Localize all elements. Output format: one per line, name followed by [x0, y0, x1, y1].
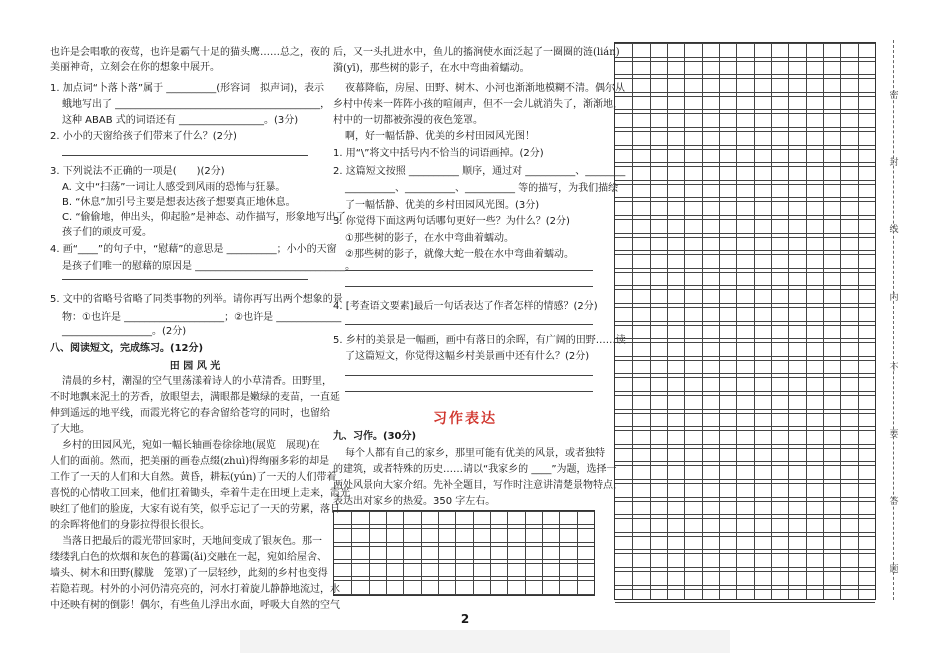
grid-row-line: [615, 127, 875, 128]
text-line: 工作了一天的人们和大自然。黄昏，耕耘(yún)了一天的人们带着: [50, 472, 337, 483]
text-line: __________、__________、__________ 等的描写，为我们描绘: [345, 183, 619, 194]
text-line: 蛾地写出了 _________________________________________，: [62, 99, 331, 110]
grid-row-line: [615, 409, 875, 410]
grid-row-line: [334, 511, 594, 512]
grid-row-line: [615, 549, 875, 550]
text-line: 八、阅读短文，完成练习。(12分): [50, 343, 204, 354]
grid-row-line: [615, 74, 875, 75]
grid-row-line: [615, 483, 875, 484]
text-line: 也许是会唱歌的夜莺，也许是霸气十足的猫头鹰……总之，夜的: [50, 47, 330, 58]
grid-row-line: [615, 92, 875, 93]
text-line: 映红了他们的脸庞，大家有说有笑，似乎忘记了一天的劳累，落日: [50, 504, 340, 515]
grid-row-line: [615, 131, 875, 132]
grid-row-line: [615, 166, 875, 167]
text-line: 不时地飘来泥土的芳香，放眼望去，满眼都是嫩绿的麦苗，一直延: [50, 392, 340, 403]
grid-row-line: [615, 426, 875, 427]
grid-row-line: [615, 479, 875, 480]
text-line: 漪(yī)，那些树的影子，在水中弯曲着蠕动。: [333, 63, 530, 74]
passage-title: 田 园 风 光: [169, 361, 221, 372]
grid-row-line: [615, 43, 875, 44]
grid-row-line: [615, 145, 875, 146]
text-line: 4. 画“____”的句子中，“慰藉”的意思是 __________；小小的天窗: [50, 244, 337, 255]
text-line: 5. 乡村的美景是一幅画，画中有落日的余晖，有广阔的田野……读: [333, 335, 626, 346]
grid-row-line: [615, 250, 875, 251]
section-title: 习作表达: [433, 411, 497, 427]
answer-line[interactable]: [62, 279, 308, 280]
text-line: 4. [考查语文要素]最后一句话表达了作者怎样的情感？(2分): [333, 301, 598, 312]
text-line: ②那些树的影子，就像大蛇一般在水中弯曲着蠕动。: [345, 249, 574, 260]
grid-row-line: [615, 567, 875, 568]
binding-dashed-line: [893, 40, 894, 600]
text-line: 九、习作。(30分): [333, 431, 417, 442]
grid-row-line: [615, 307, 875, 308]
text-line: 村中的一切都被弥漫的夜色笼罩。: [333, 115, 483, 126]
grid-row-line: [615, 268, 875, 269]
text-line: 是孩子们唯一的慰藉的原因是 ______________________________。: [62, 261, 356, 272]
text-line: 了一幅恬静、优美的乡村田园风光图。(3分): [345, 200, 540, 211]
answer-line[interactable]: [345, 391, 593, 392]
grid-row-line: [334, 580, 594, 581]
text-line: 两处风景向大家介绍。先补全题目，写作时注意讲清楚景物特点，: [333, 480, 623, 491]
grid-row-line: [334, 524, 594, 525]
text-line: 缕缕乳白色的炊烟和灰色的暮霭(ǎi)交融在一起，宛如给屋舍、: [50, 552, 327, 563]
text-line: 孩子们的顽皮可爱。: [62, 227, 152, 238]
grid-row-line: [615, 109, 875, 110]
text-line: 了大地。: [50, 424, 90, 435]
binding-label: 答: [889, 497, 899, 507]
grid-row-line: [615, 289, 875, 290]
grid-row-line: [615, 219, 875, 220]
text-line: 美丽神奇，立刻会在你的想象中展开。: [50, 62, 220, 73]
text-line: 伸到遥远的地平线，而霞光将它的春舍留给苍穹的同时，也留给: [50, 408, 330, 419]
text-line: 了这篇短文，你觉得这幅乡村美景画中还有什么？(2分): [345, 351, 590, 362]
grid-row-line: [615, 285, 875, 286]
text-line: 每个人都有自己的家乡，那里可能有优美的风景，或者独特: [345, 448, 605, 459]
grid-row-line: [615, 325, 875, 326]
grid-row-line: [615, 113, 875, 114]
composition-grid-right[interactable]: [614, 42, 876, 600]
grid-row-line: [615, 342, 875, 343]
text-line: ①那些树的影子，在水中弯曲着蠕动。: [345, 233, 514, 244]
text-line: 人们的面前。然而，把美丽的画卷点缀(zhuì)得绚丽多彩的却是: [50, 456, 330, 467]
grid-row-line: [615, 602, 875, 603]
grid-row-line: [615, 215, 875, 216]
bottom-strip: [240, 630, 730, 653]
binding-label: 要: [889, 430, 899, 440]
text-line: C. “偷偷地，伸出头，仰起脸”是神态、动作描写，形象地写出了: [62, 212, 346, 223]
text-line: B. “休息”加引号主要是想表达孩子想要真正地休息。: [62, 197, 296, 208]
text-line: 清晨的乡村，潮湿的空气里荡漾着诗人的小草清香。田野里，: [62, 376, 332, 387]
text-line: 3. 你觉得下面这两句话哪句更好一些？为什么？(2分): [333, 216, 570, 227]
grid-row-line: [615, 57, 875, 58]
page-number: 2: [460, 612, 470, 626]
text-line: 若隐若现。村外的小河仍清亮亮的，河水打着旋儿静静地流过，水: [50, 584, 340, 595]
text-line: 乡村中传来一阵阵小孩的喧闹声，但不一会儿就消失了，渐渐地，: [333, 99, 623, 110]
text-line: 5. 文中的省略号省略了同类事物的列举。请你再写出两个想象的景: [50, 294, 343, 305]
binding-label: 密: [889, 91, 899, 101]
grid-row-line: [615, 197, 875, 198]
grid-row-line: [615, 532, 875, 533]
grid-row-line: [615, 184, 875, 185]
grid-row-line: [615, 321, 875, 322]
answer-line[interactable]: [62, 155, 308, 156]
grid-row-line: [615, 553, 875, 554]
grid-row-line: [615, 303, 875, 304]
text-line: 墙头、树木和田野(朦胧 笼罩)了一层轻纱，此刻的乡村也变得: [50, 568, 328, 579]
text-line: 当落日把最后的霞光带回家时，天地间变成了银灰色。那一: [62, 536, 322, 547]
text-line: 2. 小小的天窗给孩子们带来了什么？(2分): [50, 131, 237, 142]
grid-row-line: [615, 61, 875, 62]
text-line: 乡村的田园风光，宛如一幅长轴画卷徐徐地(展览 展现)在: [62, 440, 320, 451]
answer-line[interactable]: [345, 375, 593, 376]
grid-row-line: [615, 518, 875, 519]
text-line: 的建筑，或者特殊的历史……请以“我家乡的 ____”为题，选择一: [333, 464, 617, 475]
grid-row-line: [615, 254, 875, 255]
binding-label: 内: [889, 293, 899, 303]
text-line: 中还映有树的倒影！偶尔，有些鱼儿浮出水面，呼吸大自然的空气: [50, 600, 340, 611]
grid-row-line: [615, 395, 875, 396]
grid-row-line: [615, 444, 875, 445]
grid-row-line: [334, 576, 594, 577]
grid-row-line: [615, 233, 875, 234]
text-line: 的余晖将他们的身影拉得很长很长。: [50, 520, 210, 531]
grid-row-line: [615, 589, 875, 590]
grid-row-line: [615, 465, 875, 466]
text-line: 夜幕降临，房屋、田野、树木、小河也渐渐地模糊不清。偶尔从: [345, 83, 625, 94]
grid-row-line: [615, 149, 875, 150]
grid-row-line: [615, 377, 875, 378]
grid-row-line: [615, 536, 875, 537]
text-line: 3. 下列说法不正确的一项是( )(2分): [50, 166, 225, 177]
text-line: 这种 ABAB 式的词语还有 _________________。(3分): [62, 115, 299, 126]
grid-row-line: [615, 461, 875, 462]
grid-row-line: [615, 360, 875, 361]
grid-row-line: [615, 448, 875, 449]
grid-row-line: [615, 373, 875, 374]
grid-row-line: [615, 272, 875, 273]
grid-row-line: [615, 356, 875, 357]
grid-row-line: [334, 528, 594, 529]
grid-row-line: [615, 430, 875, 431]
grid-row-line: [615, 413, 875, 414]
text-line: A. 文中“扫荡”一词让人感受到风雨的恐怖与狂暴。: [62, 182, 286, 193]
grid-row-line: [615, 78, 875, 79]
grid-row-line: [615, 201, 875, 202]
grid-row-line: [615, 96, 875, 97]
grid-row-line: [334, 559, 594, 560]
grid-row-line: [615, 497, 875, 498]
grid-row-line: [334, 542, 594, 543]
grid-row-line: [615, 501, 875, 502]
grid-row-line: [615, 237, 875, 238]
text-line: __________________。(2分): [62, 326, 187, 337]
grid-row-line: [615, 162, 875, 163]
grid-row-line: [615, 514, 875, 515]
text-line: 1. 加点词“卜落卜落”属于 __________(形容词 拟声词)，表示: [50, 83, 325, 94]
text-line: 喜悦的心情收工回来，他们扛着锄头，牵着牛走在田埂上走来，霞光: [50, 488, 350, 499]
binding-label: 线: [889, 225, 899, 235]
text-line: 后，又一头扎进水中，鱼儿的搐涧使水面泛起了一圈圈的涟(lián): [333, 47, 620, 58]
grid-row-line: [615, 571, 875, 572]
text-line: 表达出对家乡的热爱。350 字左右。: [333, 496, 496, 507]
binding-label: 封: [889, 158, 899, 168]
text-line: 啊，好一幅恬静、优美的乡村田园风光图！: [345, 131, 535, 142]
grid-row-line: [615, 585, 875, 586]
grid-row-line: [615, 391, 875, 392]
grid-row-line: [334, 546, 594, 547]
text-line: 1. 用“\”将文中括号内不恰当的词语画掉。(2分): [333, 148, 544, 159]
answer-line[interactable]: [345, 270, 593, 271]
answer-line[interactable]: [345, 286, 593, 287]
text-line: 物：①也许是 ____________________；②也许是 _____________: [62, 312, 342, 323]
answer-line[interactable]: [345, 324, 593, 325]
grid-row-line: [615, 180, 875, 181]
text-line: 2. 这篇短文按照 __________ 顺序，通过对 __________、________: [333, 166, 626, 177]
grid-row-line: [334, 594, 594, 595]
grid-row-line: [615, 338, 875, 339]
grid-row-line: [334, 563, 594, 564]
composition-grid-middle[interactable]: [333, 510, 595, 596]
binding-label: 题: [889, 565, 899, 575]
binding-label: 不: [889, 363, 899, 373]
